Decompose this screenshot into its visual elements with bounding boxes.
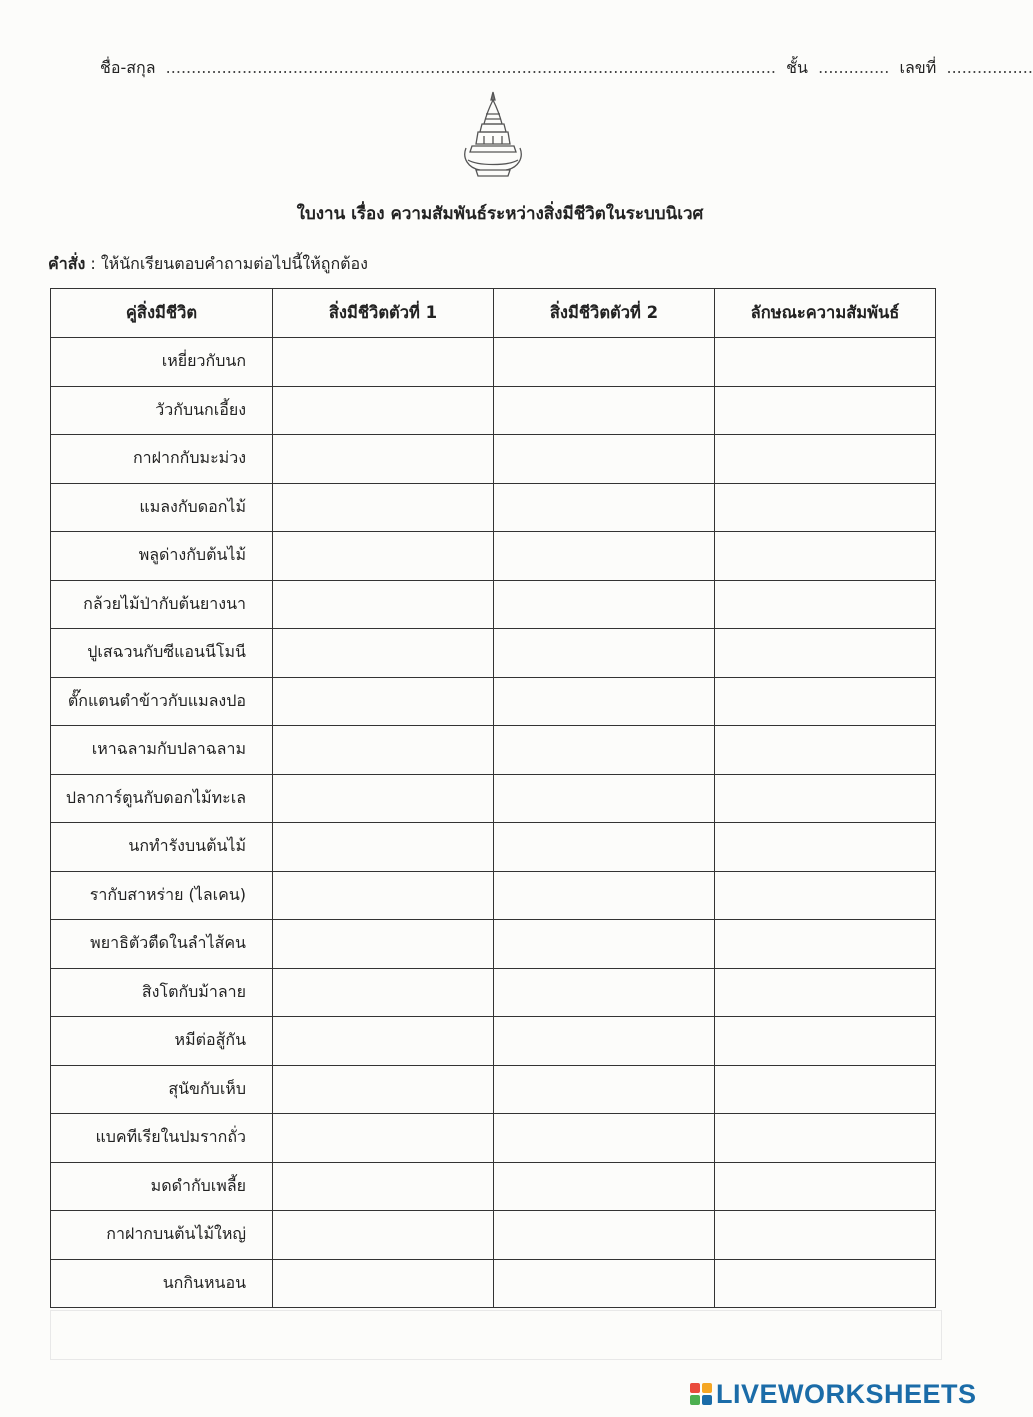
organism-pair-cell: เหยี่ยวกับนก <box>51 338 273 387</box>
table-row <box>51 532 936 581</box>
organism-2-answer-cell[interactable] <box>494 871 715 920</box>
organism-1-answer-cell[interactable] <box>273 1162 494 1211</box>
organism-1-answer-cell[interactable] <box>273 726 494 775</box>
table-row <box>51 1259 936 1308</box>
relationship-answer-cell[interactable] <box>715 1114 936 1163</box>
organism-pair-cell: ปูเสฉวนกับซีแอนนีโมนี <box>51 629 273 678</box>
header-pair: คู่สิ่งมีชีวิต <box>51 289 273 338</box>
relationship-answer-cell[interactable] <box>715 1065 936 1114</box>
header-relationship: ลักษณะความสัมพันธ์ <box>715 289 936 338</box>
organism-1-answer-cell[interactable] <box>273 1065 494 1114</box>
relationship-answer-cell[interactable] <box>715 435 936 484</box>
organism-2-answer-cell[interactable] <box>494 1017 715 1066</box>
organism-2-answer-cell[interactable] <box>494 677 715 726</box>
brand-text: LIVEWORKSHEETS <box>716 1378 977 1409</box>
table-row <box>51 1211 936 1260</box>
organism-pair-cell: หมีต่อสู้กัน <box>51 1017 273 1066</box>
relationship-answer-cell[interactable] <box>715 920 936 969</box>
organism-pair-cell: สุนัขกับเห็บ <box>51 1065 273 1114</box>
relationship-answer-cell[interactable] <box>715 968 936 1017</box>
organism-pair-cell: วัวกับนกเอี้ยง <box>51 386 273 435</box>
organism-pair-cell: กล้วยไม้ป่ากับต้นยางนา <box>51 580 273 629</box>
table-row <box>51 1114 936 1163</box>
organism-1-answer-cell[interactable] <box>273 532 494 581</box>
table-row <box>51 920 936 969</box>
table-row <box>51 1162 936 1211</box>
organism-1-answer-cell[interactable] <box>273 871 494 920</box>
relationship-answer-cell[interactable] <box>715 1017 936 1066</box>
number-label: เลขที่ <box>899 58 937 77</box>
worksheet-title: ใบงาน เรื่อง ความสัมพันธ์ระหว่างสิ่งมีชีวิตในระบบนิเวศ <box>296 204 704 224</box>
relationship-answer-cell[interactable] <box>715 871 936 920</box>
school-seal-icon <box>458 88 528 183</box>
table-row <box>51 386 936 435</box>
organism-pair-cell: กาฝากบนต้นไม้ใหญ่ <box>51 1211 273 1260</box>
table-row <box>51 677 936 726</box>
table-row <box>51 968 936 1017</box>
organism-1-answer-cell[interactable] <box>273 386 494 435</box>
instruction-label: คำสั่ง <box>48 254 86 273</box>
relationship-answer-cell[interactable] <box>715 823 936 872</box>
organism-1-answer-cell[interactable] <box>273 338 494 387</box>
organism-2-answer-cell[interactable] <box>494 726 715 775</box>
organism-1-answer-cell[interactable] <box>273 677 494 726</box>
organism-pair-cell: มดดำกับเพลี้ย <box>51 1162 273 1211</box>
table-row <box>51 1017 936 1066</box>
table-row <box>51 580 936 629</box>
organism-pair-cell: รากับสาหร่าย (ไลเคน) <box>51 871 273 920</box>
organism-2-answer-cell[interactable] <box>494 386 715 435</box>
organism-2-answer-cell[interactable] <box>494 1065 715 1114</box>
organism-pair-cell: นกทำรังบนต้นไม้ <box>51 823 273 872</box>
organism-1-answer-cell[interactable] <box>273 1211 494 1260</box>
organism-pair-cell: พยาธิตัวตืดในลำไส้คน <box>51 920 273 969</box>
table-row <box>51 774 936 823</box>
relationship-answer-cell[interactable] <box>715 629 936 678</box>
organism-2-answer-cell[interactable] <box>494 1259 715 1308</box>
organism-2-answer-cell[interactable] <box>494 1114 715 1163</box>
header-organism-1: สิ่งมีชีวิตตัวที่ 1 <box>273 289 494 338</box>
organism-2-answer-cell[interactable] <box>494 1162 715 1211</box>
organism-2-answer-cell[interactable] <box>494 483 715 532</box>
relationship-table <box>50 288 936 1308</box>
class-field[interactable]: .............. <box>813 58 895 77</box>
table-row <box>51 338 936 387</box>
organism-pair-cell: ปลาการ์ตูนกับดอกไม้ทะเล <box>51 774 273 823</box>
organism-pair-cell: ตั๊กแตนตำข้าวกับแมลงปอ <box>51 677 273 726</box>
table-body <box>51 338 936 1308</box>
organism-pair-cell: กาฝากกับมะม่วง <box>51 435 273 484</box>
relationship-answer-cell[interactable] <box>715 1259 936 1308</box>
organism-pair-cell: สิงโตกับม้าลาย <box>51 968 273 1017</box>
organism-1-answer-cell[interactable] <box>273 1017 494 1066</box>
organism-2-answer-cell[interactable] <box>494 580 715 629</box>
class-label: ชั้น <box>786 58 808 77</box>
organism-pair-cell: นกกินหนอน <box>51 1259 273 1308</box>
student-info-line <box>100 56 1033 81</box>
organism-1-answer-cell[interactable] <box>273 580 494 629</box>
organism-1-answer-cell[interactable] <box>273 1114 494 1163</box>
organism-2-answer-cell[interactable] <box>494 629 715 678</box>
name-label: ชื่อ-สกุล <box>100 58 156 77</box>
relationship-answer-cell[interactable] <box>715 726 936 775</box>
table-header-row <box>51 289 936 338</box>
relationship-answer-cell[interactable] <box>715 386 936 435</box>
table-row <box>51 629 936 678</box>
organism-pair-cell: พลูด่างกับต้นไม้ <box>51 532 273 581</box>
organism-pair-cell: เหาฉลามกับปลาฉลาม <box>51 726 273 775</box>
instruction <box>48 252 368 277</box>
organism-2-answer-cell[interactable] <box>494 1211 715 1260</box>
organism-1-answer-cell[interactable] <box>273 920 494 969</box>
name-field[interactable]: ........................................................................................................................ <box>160 58 782 77</box>
organism-2-answer-cell[interactable] <box>494 338 715 387</box>
relationship-answer-cell[interactable] <box>715 483 936 532</box>
organism-1-answer-cell[interactable] <box>273 1259 494 1308</box>
organism-2-answer-cell[interactable] <box>494 920 715 969</box>
organism-pair-cell: แบคทีเรียในปมรากถั่ว <box>51 1114 273 1163</box>
number-field[interactable]: ................. <box>941 58 1033 77</box>
instruction-text: : ให้นักเรียนตอบคำถามต่อไปนี้ให้ถูกต้อง <box>85 254 368 273</box>
organism-2-answer-cell[interactable] <box>494 532 715 581</box>
table-row <box>51 726 936 775</box>
organism-1-answer-cell[interactable] <box>273 823 494 872</box>
table-row <box>51 435 936 484</box>
table-row <box>51 823 936 872</box>
liveworksheets-icon <box>690 1383 712 1405</box>
table-row <box>51 1065 936 1114</box>
organism-1-answer-cell[interactable] <box>273 629 494 678</box>
table-row <box>51 483 936 532</box>
organism-2-answer-cell[interactable] <box>494 968 715 1017</box>
organism-1-answer-cell[interactable] <box>273 774 494 823</box>
page-scan-margin <box>50 1310 942 1360</box>
organism-1-answer-cell[interactable] <box>273 435 494 484</box>
relationship-answer-cell[interactable] <box>715 532 936 581</box>
relationship-answer-cell[interactable] <box>715 1162 936 1211</box>
relationship-answer-cell[interactable] <box>715 1211 936 1260</box>
organism-1-answer-cell[interactable] <box>273 483 494 532</box>
liveworksheets-logo <box>690 1378 977 1410</box>
header-organism-2: สิ่งมีชีวิตตัวที่ 2 <box>494 289 715 338</box>
organism-2-answer-cell[interactable] <box>494 435 715 484</box>
table-row <box>51 871 936 920</box>
relationship-answer-cell[interactable] <box>715 338 936 387</box>
relationship-answer-cell[interactable] <box>715 774 936 823</box>
organism-2-answer-cell[interactable] <box>494 823 715 872</box>
organism-pair-cell: แมลงกับดอกไม้ <box>51 483 273 532</box>
relationship-answer-cell[interactable] <box>715 677 936 726</box>
relationship-answer-cell[interactable] <box>715 580 936 629</box>
organism-1-answer-cell[interactable] <box>273 968 494 1017</box>
organism-2-answer-cell[interactable] <box>494 774 715 823</box>
